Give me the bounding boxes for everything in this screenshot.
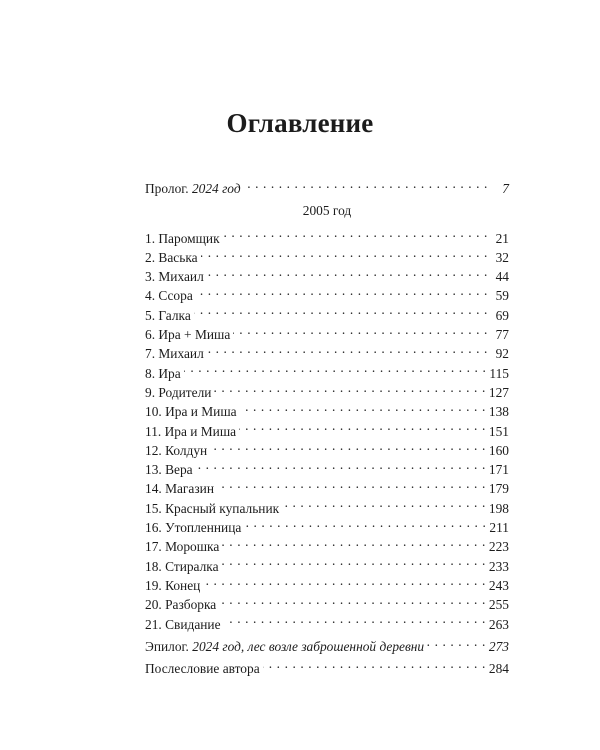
dot-leader [282,493,486,512]
toc-page-number: 92 [495,346,509,362]
toc-page-number: 223 [488,539,509,555]
toc-entry-afterword[interactable] [145,654,509,677]
toc-entry-label: 20. Разборка [145,597,217,613]
dot-leader [219,590,486,609]
toc-entry-chapter[interactable] [145,358,509,381]
dot-leader [196,455,486,474]
dot-leader [240,397,486,416]
section-heading: 2005 год [302,203,352,219]
dot-leader [239,416,486,435]
toc-page-number: 273 [488,638,509,654]
toc-entry-chapter[interactable] [145,281,509,304]
toc-entry-chapter[interactable] [145,320,509,343]
dot-leader [201,243,488,262]
toc-page-number: 171 [488,462,509,478]
dot-leader [184,358,487,377]
toc-entry-label: Эпилог. 2024 год, лес возле заброшенной деревни [145,638,425,654]
dot-leader [233,320,488,339]
toc-entry-label: 11. Ира и Миша [145,423,237,439]
toc-page-number: 77 [495,327,509,343]
dot-leader [222,532,486,551]
dot-leader [194,300,488,319]
dot-leader [217,474,486,493]
table-of-contents [145,174,509,677]
toc-page-number: 21 [495,230,509,246]
toc-page-number: 138 [488,404,509,420]
toc-page-number: 179 [488,481,509,497]
toc-entry-label: 13. Вера [145,462,193,478]
toc-entry-prologue[interactable] [145,174,509,197]
toc-entry-label: 16. Утопленница [145,520,242,536]
toc-page-number: 233 [488,558,509,574]
toc-entry-chapter[interactable] [145,243,509,265]
toc-entry-label: 1. Паромщик [145,230,220,246]
toc-page-number: 198 [488,500,509,516]
toc-page-number: 44 [495,269,509,285]
dot-leader [222,551,486,570]
toc-entry-label: Пролог. 2024 год [145,181,241,197]
page-title: Оглавление [226,108,374,138]
toc-entry-label: 6. Ира + Миша [145,327,231,343]
toc-page-number: 59 [495,288,509,304]
dot-leader [203,571,486,590]
toc-entry-chapter[interactable] [145,223,509,246]
toc-entry-chapter[interactable] [145,455,509,478]
toc-page-number: 243 [488,577,509,593]
dot-leader [223,223,488,242]
toc-entry-label: 15. Красный купальник [145,500,280,516]
toc-entry-label: 9. Родители [145,384,212,400]
toc-page-number: 127 [488,384,509,400]
toc-entry-label: Послесловие автора [145,661,260,677]
toc-entry-chapter[interactable] [145,300,509,323]
toc-page-number: 69 [495,307,509,323]
toc-entry-label: 18. Стиралка [145,558,219,574]
toc-page-number: 115 [489,365,509,381]
toc-entry-label: 14. Магазин [145,481,214,497]
toc-entry-label: 8. Ира [145,365,181,381]
toc-entry-label: 7. Михаил [145,346,204,362]
toc-page-number: 32 [495,249,509,265]
dot-leader [196,281,488,300]
toc-entry-label: 10. Ира и Миша [145,404,237,420]
toc-entry-label: 21. Свидание [145,616,221,632]
toc-entry-label: 19. Конец [145,577,201,593]
toc-page-number: 255 [488,597,509,613]
toc-entry-label: 17. Морошка [145,539,220,555]
dot-leader [427,632,486,651]
toc-entry-chapter[interactable] [145,474,509,497]
toc-entry-label: 2. Васька [145,249,198,265]
toc-page-number: 151 [488,423,509,439]
dot-leader [263,654,486,673]
toc-entry-label: 5. Галка [145,307,191,323]
toc-page-number: 7 [502,181,509,197]
dot-leader [224,609,486,628]
toc-page-number: 160 [488,442,509,458]
dot-leader [244,174,488,193]
dot-leader [244,513,486,532]
toc-page-number: 263 [488,616,509,632]
toc-entry-epilogue[interactable] [145,632,509,654]
toc-entry-label: 4. Ссора [145,288,193,304]
toc-entry-label: 12. Колдун [145,442,208,458]
dot-leader [207,339,488,358]
toc-entry-label: 3. Михаил [145,269,204,285]
toc-page-number: 211 [489,520,509,536]
toc-entry-chapter[interactable] [145,378,509,400]
dot-leader [210,436,486,455]
dot-leader [207,262,488,281]
toc-page-number: 284 [488,661,509,677]
dot-leader [214,378,485,397]
chapter-list [145,223,509,632]
